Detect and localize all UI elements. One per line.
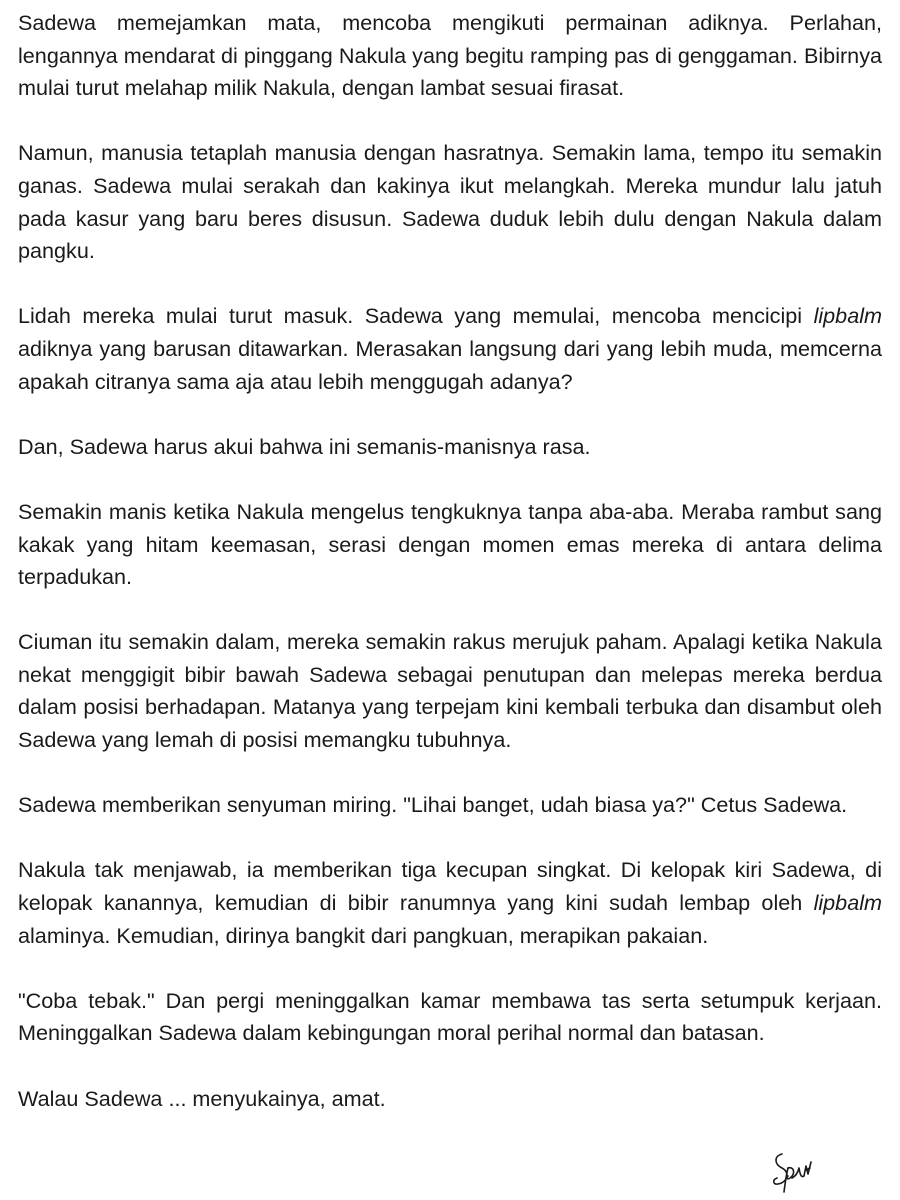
italic-term: lipbalm [813,303,882,329]
text-segment: Semakin manis ketika Nakula mengelus tengkuknya tanpa aba-aba. Meraba rambut sang kakak yang hitam keemasan, serasi dengan momen emas mereka di antara delima terpadukan. [18,498,882,590]
text-segment: Walau Sadewa ... menyukainya, amat. [18,1085,386,1111]
paragraph [18,1083,882,1116]
paragraph [18,300,882,398]
paragraph [18,789,882,822]
paragraph [18,854,882,952]
text-segment: Sadewa memberikan senyuman miring. "Lihai banget, udah biasa ya?" Cetus Sadewa. [18,792,848,818]
text-segment: Dan, Sadewa harus akui bahwa ini semanis-manisnya rasa. [18,433,591,459]
text-segment: alaminya. Kemudian, dirinya bangkit dari pangkuan, merapikan pakaian. [18,922,709,948]
text-segment: Sadewa memejamkan mata, mencoba mengikuti permainan adiknya. Perlahan, lengannya mendarat di pinggang Nakula yang begitu ramping pas di genggaman. Bibirnya mulai turut melahap milik Nakula, dengan lambat sesuai firasat. [18,10,882,101]
text-segment: Ciuman itu semakin dalam, mereka semakin rakus merujuk paham. Apalagi ketika Nakula nekat menggigit bibir bawah Sadewa sebagai penutupan dan melepas mereka berdua dalam posisi berhadapan. Matanya yang terpejam kini kembali terbuka dan disambut oleh Sadewa yang lemah di posisi memangku tubuhnya. [18,629,882,753]
paragraph [18,7,882,105]
italic-term: lipbalm [813,890,882,916]
signature-icon [768,1148,816,1194]
paragraph [18,431,882,464]
text-segment: Namun, manusia tetaplah manusia dengan hasratnya. Semakin lama, tempo itu semakin ganas. Sadewa mulai serakah dan kakinya ikut melangkah. Mereka mundur lalu jatuh pada kasur yang baru beres disusun. Sadewa duduk lebih dulu dengan Nakula dalam pangku. [18,140,882,264]
text-segment: "Coba tebak." Dan pergi meninggalkan kamar membawa tas serta setumpuk kerjaan. Meninggalkan Sadewa dalam kebingungan moral perihal normal dan batasan. [18,987,882,1046]
text-segment: adiknya yang barusan ditawarkan. Merasakan langsung dari yang lebih muda, memcerna apakah citranya sama aja atau lebih menggugah adanya? [18,335,882,394]
paragraph [18,985,882,1050]
paragraph [18,626,882,756]
story-text [18,7,882,1115]
paragraph [18,137,882,267]
paragraph [18,496,882,594]
text-segment: Lidah mereka mulai turut masuk. Sadewa yang memulai, mencoba mencicipi [18,303,814,329]
text-segment: Nakula tak menjawab, ia memberikan tiga kecupan singkat. Di kelopak kiri Sadewa, di kelopak kanannya, kemudian di bibir ranumnya yang kini sudah lembap oleh [18,857,882,916]
